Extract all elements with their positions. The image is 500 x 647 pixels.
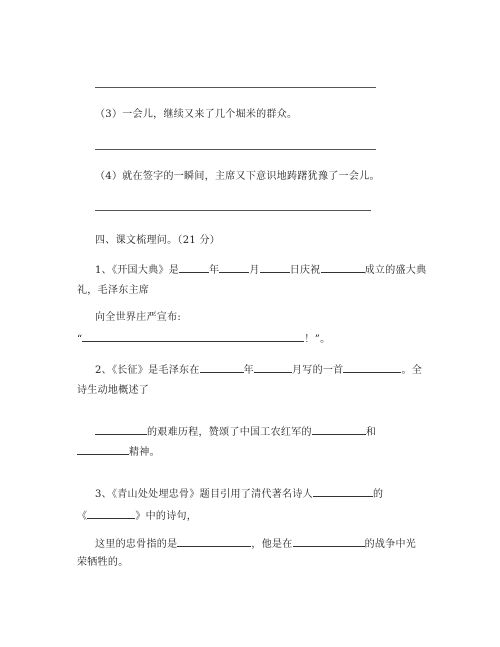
item-2-text: 年: [243, 365, 254, 376]
item-3-text: 荣牺牲的。: [77, 557, 129, 568]
item-1-text: 日庆祝: [289, 265, 321, 276]
section-4-heading: [95, 234, 220, 248]
item-2-line-4: [77, 444, 160, 460]
item-1-line-3: [95, 311, 181, 325]
question-3: [95, 108, 297, 122]
item-1-text: 年: [209, 265, 220, 276]
answer-blank[interactable]: [293, 536, 365, 547]
item-1-text: “: [77, 334, 83, 345]
answer-blank[interactable]: [219, 262, 249, 273]
item-3-text: 3、《青山处处埋忠骨》题目引用了清代著名诗人: [95, 489, 313, 500]
item-3-line-3: [95, 536, 416, 552]
item-2-text: 。全: [401, 365, 423, 376]
item-3-text: 《: [77, 511, 88, 522]
answer-blank[interactable]: [177, 536, 251, 547]
item-3-line-4: [77, 556, 129, 570]
item-2-text: 精神。: [129, 447, 160, 458]
item-2-text: 2、《长征》是毛泽东在: [95, 365, 200, 376]
item-2-text: 和: [365, 427, 377, 438]
item-3-line-1: [95, 486, 383, 502]
item-1-line-4: [77, 331, 330, 347]
section-4-heading-text: 四、课文梳理问。（21 分）: [95, 235, 221, 246]
question-3-text: （3）一会儿，继续又来了几个堀米的群众。: [95, 109, 298, 120]
item-1-line-2: [77, 284, 149, 298]
item-3-text: 的战争中光: [364, 539, 417, 550]
answer-blank[interactable]: [87, 508, 135, 519]
item-3-text: 的: [372, 489, 384, 500]
item-1-text: 月: [249, 265, 260, 276]
answer-blank[interactable]: [77, 444, 129, 455]
answer-blank[interactable]: [95, 424, 147, 435]
item-1-text: 向全世界庄严宣布:: [95, 312, 182, 323]
item-2-text: 的艰难历程，赞颂了中国工农红军的: [147, 427, 312, 438]
question-4: [95, 170, 380, 184]
item-2-line-2: [77, 384, 149, 398]
answer-blank[interactable]: [321, 262, 365, 273]
item-3-text: 》中的诗句，: [135, 511, 198, 522]
answer-blank[interactable]: [179, 262, 209, 273]
answer-blank[interactable]: [313, 486, 373, 497]
item-3-line-2: [77, 508, 197, 524]
item-2-line-3: [95, 424, 376, 440]
question-4-text: （4）就在签字的一瞬间，主席又下意识地踌躇犹豫了一会儿。: [95, 171, 380, 182]
answer-blank[interactable]: [200, 362, 244, 373]
item-2-line-1: [95, 362, 422, 378]
item-1-text: 1、《开国大典》是: [95, 265, 180, 276]
item-1-text: ！”。: [304, 334, 331, 345]
item-2-text: 诗生动地概述了: [77, 385, 150, 396]
answer-blank[interactable]: [82, 331, 304, 342]
answer-blank[interactable]: [260, 262, 290, 273]
answer-line: [95, 210, 371, 211]
item-3-text: ，他是在: [251, 539, 293, 550]
answer-line: [95, 87, 376, 88]
answer-blank[interactable]: [343, 362, 401, 373]
item-1-text: 礼，毛泽东主席: [77, 285, 150, 296]
answer-blank[interactable]: [312, 424, 366, 435]
item-1-line-1: [95, 262, 426, 278]
item-3-text: 这里的忠骨指的是: [95, 539, 178, 550]
item-2-text: 月写的一首: [291, 365, 344, 376]
answer-line: [95, 149, 376, 150]
answer-blank[interactable]: [254, 362, 292, 373]
item-1-text: 成立的盛大典: [364, 265, 427, 276]
